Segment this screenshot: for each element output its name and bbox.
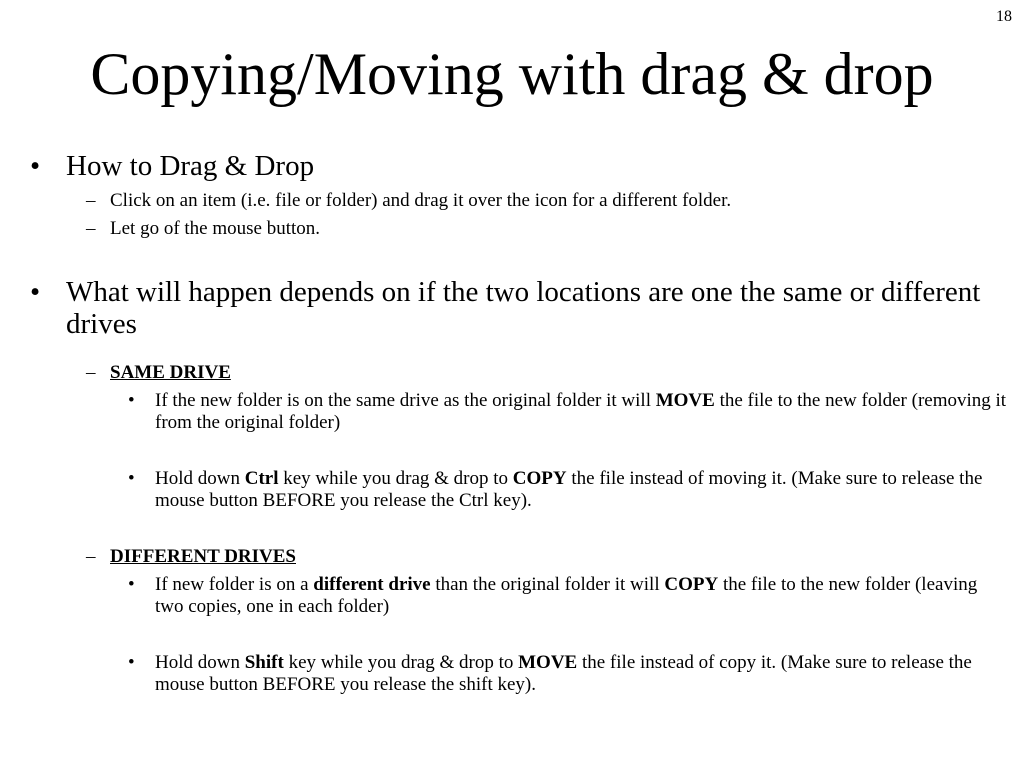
same-drive-point2-mid: key while you drag & drop to (278, 468, 513, 489)
same-drive-point2-pre: Hold down (155, 468, 245, 489)
dash-marker: – (86, 218, 96, 239)
different-drive-keyword: different drive (313, 574, 431, 595)
ctrl-keyword: Ctrl (244, 468, 279, 489)
bullet-marker: • (128, 652, 135, 673)
bullet-how-to (0, 150, 1024, 182)
bullet-marker: • (128, 390, 135, 411)
step-click-item (0, 190, 1024, 212)
bullet-marker: • (128, 574, 135, 595)
step-text: Click on an item (i.e. file or folder) and drag it over the icon for a different folder. (110, 190, 732, 211)
step-let-go (0, 218, 1024, 240)
slide-body (0, 150, 1024, 696)
copy-keyword: COPY (664, 574, 719, 595)
different-drives-point2-pre: Hold down (155, 652, 245, 673)
bullet-marker: • (30, 150, 41, 182)
different-drives-point2-post: the file instead of copy it. (Make sure to release the mouse button BEFORE you release the shift key). (155, 652, 972, 695)
different-drives-point1-post: the file to the new folder (leaving two copies, one in each folder) (155, 574, 978, 617)
different-drives-copy-point (0, 574, 1024, 618)
dash-marker: – (86, 362, 96, 383)
different-drives-shift-point (0, 652, 1024, 696)
different-drives-label: DIFFERENT DRIVES (110, 546, 296, 567)
slide-number: 18 (996, 8, 1012, 25)
same-drive-label: SAME DRIVE (110, 362, 231, 383)
same-drive-label-row (0, 362, 1024, 384)
shift-keyword: Shift (244, 652, 284, 673)
different-drives-point2-mid: key while you drag & drop to (283, 652, 519, 673)
bullet-what-happens (0, 276, 1024, 340)
bullet-marker: • (128, 468, 135, 489)
dash-marker: – (86, 190, 96, 211)
same-drive-point2-post: the file instead of moving it. (Make sure to release the mouse button BEFORE you release the Ctrl key). (155, 468, 983, 511)
what-happens-heading: What will happen depends on if the two locations are one the same or different drives (66, 276, 981, 340)
same-drive-point1-pre: If the new folder is on the same drive as the original folder it will (155, 390, 656, 411)
same-drive-point1-post: the file to the new folder (removing it from the original folder) (155, 390, 1007, 433)
different-drives-point1-pre: If new folder is on a (155, 574, 314, 595)
copy-keyword: COPY (512, 468, 567, 489)
same-drive-move-point (0, 390, 1024, 434)
step-text: Let go of the mouse button. (110, 218, 321, 239)
different-drives-label-row (0, 546, 1024, 568)
slide-title: Copying/Moving with drag & drop (90, 41, 934, 107)
same-drive-ctrl-point (0, 468, 1024, 512)
how-to-heading: How to Drag & Drop (66, 150, 315, 182)
dash-marker: – (86, 546, 96, 567)
move-keyword: MOVE (518, 652, 578, 673)
different-drives-point1-mid: than the original folder it will (430, 574, 665, 595)
bullet-marker: • (30, 276, 41, 308)
move-keyword: MOVE (655, 390, 715, 411)
